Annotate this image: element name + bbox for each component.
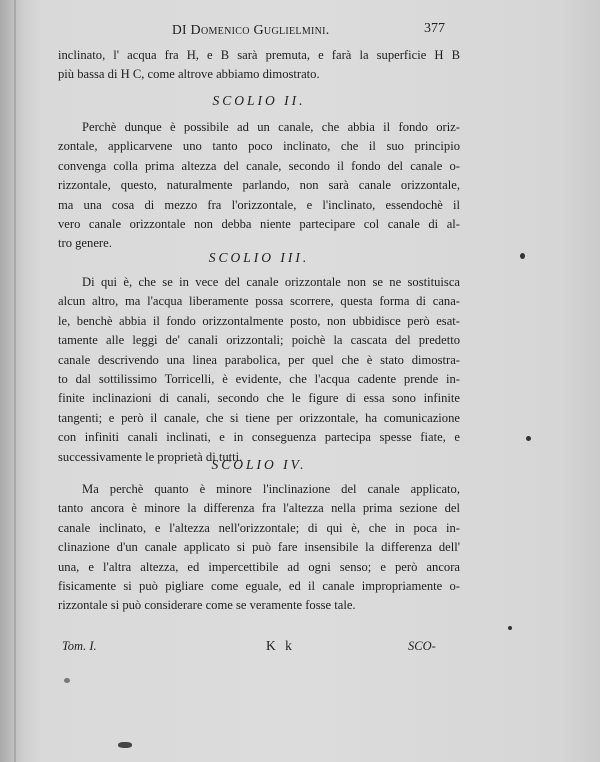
text-line: rizzontale si può considerare come se veramente fosse tale.	[58, 598, 356, 613]
section-heading-scolio-3: SCOLIO III.	[208, 250, 310, 265]
text-line: tamente alle leggi de' canali orizzontali; poichè la cascata del predetto	[58, 333, 460, 348]
text-line: finite inclinazioni di canali, secondo che le figure di essa sono infinite	[58, 391, 460, 406]
text-line: Ma perchè quanto è minore l'inclinazione del canale applicato,	[82, 482, 460, 496]
text-line: fisicamente si può pigliare come eguale, ed il canale impropriamente o-	[58, 579, 460, 594]
page-fold-line	[14, 0, 16, 762]
text-line: una, e l'altra altezza, ed impercettibile ad ogni senso; e però ancora	[58, 559, 460, 574]
text-line: le, benchè abbia il fondo orizzontalmente posto, non ubbidisce però esat-	[58, 313, 460, 328]
section-body-scolio-4	[58, 480, 460, 616]
text-line: inclinato, l' acqua fra H, e B sarà premuta, e farà la superficie H B	[58, 48, 460, 62]
signature-mark: K k	[266, 638, 295, 653]
section-heading-scolio-2: SCOLIO II.	[212, 93, 306, 108]
ink-spot	[520, 253, 525, 259]
ink-spot	[64, 678, 70, 683]
section-body-scolio-2	[58, 118, 460, 254]
text-line: ma una cosa di mezzo fra l'orizzontale, e l'inclinato, essendochè il	[58, 197, 460, 212]
text-line: convenga colla prima altezza del canale, secondo il fondo del canale o-	[58, 158, 460, 173]
text-line: con infiniti canali inclinati, e in conseguenza partecipa spesse fiate, e	[58, 430, 460, 445]
running-title-name: Domenico Guglielmini.	[190, 23, 330, 38]
running-title-prefix: DI	[172, 22, 187, 37]
text-line: Di qui è, che se in vece del canale orizzontale non se ne sostituisca	[82, 275, 460, 289]
text-line: tangenti; e però il canale, che si tiene per orizzontale, ha comunicazione	[58, 410, 460, 425]
text-line: zontale, applicarvene uno tanto poco inclinato, che il suo principio	[58, 139, 460, 154]
text-line: canale inclinato, e l'altezza nell'orizzontale; di qui è, che in poca in-	[58, 520, 460, 535]
page-number: 377	[424, 21, 445, 36]
ink-spot	[508, 626, 512, 630]
text-line: più bassa di H C, come altrove abbiamo dimostrato.	[58, 67, 320, 82]
text-line: canale descrivendo una linea parabolica, per quel che è stato dimostra-	[58, 352, 460, 367]
text-line: to dal sottilissimo Torricelli, è evidente, che l'acqua cadente prende in-	[58, 372, 460, 387]
top-paragraph	[58, 46, 460, 85]
text-line: vero canale orizzontale non debba niente partecipare col canale di al-	[58, 217, 460, 232]
section-body-scolio-3	[58, 273, 460, 467]
text-line: Perchè dunque è possibile ad un canale, che abbia il fondo oriz-	[82, 120, 460, 134]
text-line: clinazione d'un canale applicato si può fare insensibile la differenza dell'	[58, 540, 460, 555]
page-spine-shadow	[0, 0, 22, 762]
text-line: rizzontale, questo, naturalmente parlando, non sarà canale orizzontale,	[58, 178, 460, 193]
ink-spot	[526, 436, 531, 441]
section-heading-scolio-4: SCOLIO IV.	[211, 457, 307, 472]
catchword: SCO-	[408, 639, 436, 653]
text-line: alcun altro, ma l'acqua liberamente possa scorrere, questa forma di cana-	[58, 294, 460, 309]
text-line: tanto ancora è minore la differenza fra l'altezza nella prima sezione del	[58, 501, 460, 516]
volume-label: Tom. I.	[62, 639, 97, 653]
running-title	[172, 22, 330, 39]
text-line: successivamente le proprietà di tutti.	[58, 449, 243, 464]
ink-spot	[118, 742, 132, 748]
text-line: tro genere.	[58, 236, 112, 251]
